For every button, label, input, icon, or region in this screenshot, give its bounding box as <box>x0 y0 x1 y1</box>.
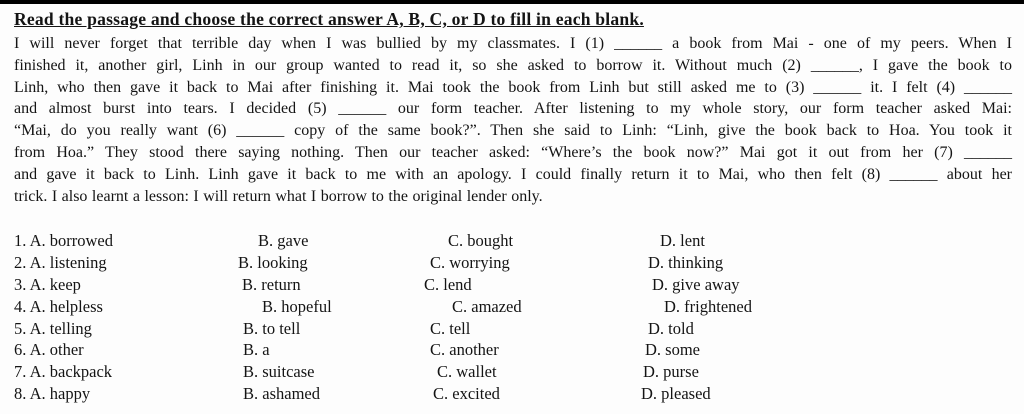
option-b: B. ashamed <box>243 383 320 403</box>
option-d: D. pleased <box>641 383 711 403</box>
question-row-4 <box>14 296 1012 318</box>
passage-line: and gave it back to Linh. Linh gave it back to me with an apology. I could finally return it to Mai, who then felt (8) ______ about her <box>14 165 1012 183</box>
option-a: 7. A. backpack <box>14 362 113 382</box>
option-a: 1. A. borrowed <box>14 231 113 251</box>
option-c: C. excited <box>433 383 500 403</box>
question-row-5 <box>14 318 1012 340</box>
option-b: B. a <box>243 340 270 360</box>
option-c: C. wallet <box>437 362 497 382</box>
reading-passage <box>14 33 1012 207</box>
option-d: D. purse <box>643 362 699 382</box>
passage-line: “Mai, do you really want (6) ______ copy of the same book?”. Then she said to Linh: “Linh, give the book back to Hoa. You took it <box>14 122 1012 140</box>
passage-line: I will never forget that terrible day when I was bullied by my classmates. I (1) ______ a book from Mai - one of my peers. When I <box>14 35 1012 52</box>
option-d: D. told <box>648 318 694 338</box>
option-b: B. looking <box>238 253 308 273</box>
option-a: 2. A. listening <box>14 253 107 273</box>
passage-line: from Hoa.” They stood there saying nothing. Then our teacher asked: “Where’s the book now?” Mai got it out from her (7) ______ <box>14 143 1012 161</box>
option-a: 5. A. telling <box>14 318 92 338</box>
question-row-2 <box>14 252 1012 274</box>
option-c: C. lend <box>424 274 472 294</box>
passage-line: Linh, who then gave it back to Mai after finishing it. Mai took the book from Linh but still asked me to (3) ______ it. I felt (4) ______ <box>14 78 1012 96</box>
option-d: D. some <box>645 340 700 360</box>
question-row-8 <box>14 383 1012 405</box>
option-c: C. worrying <box>430 253 510 273</box>
option-c: C. another <box>430 340 499 360</box>
option-b: B. return <box>242 274 301 294</box>
passage-line: finished it, another girl, Linh in our group wanted to read it, so she asked to borrow it. Without much (2) ______, I gave the book to <box>14 56 1012 74</box>
passage-line: trick. I also learnt a lesson: I will return what I borrow to the original lender only. <box>14 187 543 205</box>
option-c: C. tell <box>430 318 471 338</box>
option-a: 4. A. helpless <box>14 296 103 316</box>
option-d: D. thinking <box>648 253 724 273</box>
question-row-1 <box>14 230 1012 252</box>
exercise-instructions: Read the passage and choose the correct answer A, B, C, or D to fill in each blank. <box>14 9 644 29</box>
question-row-6 <box>14 339 1012 361</box>
option-c: C. bought <box>448 231 514 251</box>
question-row-7 <box>14 361 1012 383</box>
option-a: 6. A. other <box>14 340 84 360</box>
option-d: D. give away <box>652 274 740 294</box>
option-b: B. hopeful <box>262 296 332 316</box>
question-row-3 <box>14 274 1012 296</box>
option-a: 8. A. happy <box>14 383 91 403</box>
option-c: C. amazed <box>452 296 522 316</box>
passage-line: and almost burst into tears. I decided (5) ______ our form teacher. After listening to my whole story, our form teacher asked Mai: <box>14 100 1012 118</box>
option-b: B. to tell <box>243 318 301 338</box>
option-d: D. frightened <box>664 296 752 316</box>
option-b: B. suitcase <box>243 362 315 382</box>
option-d: D. lent <box>660 231 705 251</box>
option-b: B. gave <box>258 231 309 251</box>
option-a: 3. A. keep <box>14 274 81 294</box>
answer-options-list <box>14 230 1012 404</box>
worksheet-content <box>0 4 1024 405</box>
